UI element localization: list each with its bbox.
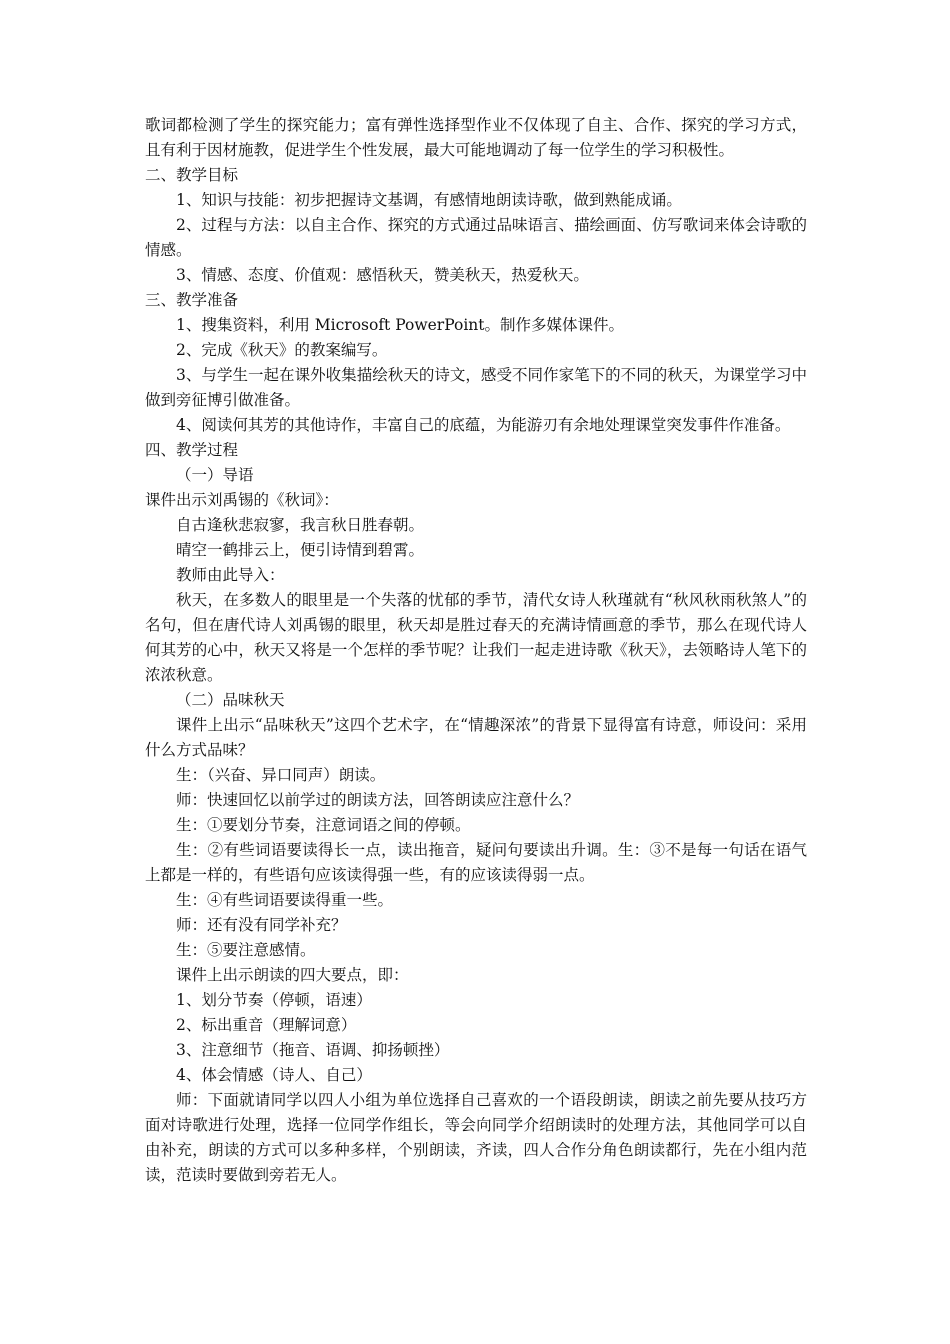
list-item: 2、标出重音（理解词意） bbox=[176, 1016, 357, 1034]
paragraph: 2、完成《秋天》的教案编写。 bbox=[176, 341, 388, 359]
section-heading: 三、教学准备 bbox=[145, 291, 239, 309]
paragraph: 4、阅读何其芳的其他诗作，丰富自己的底蕴，为能游刃有余地处理课堂突发事件作准备。 bbox=[176, 416, 791, 434]
paragraph: 歌词都检测了学生的探究能力；富有弹性选择型作业不仅体现了自主、合作、探究的学习方式，且有利于因材施教，促进学生个性发展，最大可能地调动了每一位学生的学习积极性。 bbox=[145, 116, 807, 159]
dialogue-line: 师：快速回忆以前学过的朗读方法，回答朗读应注意什么？ bbox=[176, 791, 580, 809]
paragraph: 课件上出示朗读的四大要点，即： bbox=[176, 966, 409, 984]
paragraph: 课件出示刘禹锡的《秋词》： bbox=[145, 491, 339, 509]
section-heading: 四、教学过程 bbox=[145, 441, 239, 459]
dialogue-line: 师：还有没有同学补充？ bbox=[176, 916, 347, 934]
dialogue-line: 生：（兴奋、异口同声）朗读。 bbox=[176, 766, 386, 784]
paragraph: 3、情感、态度、价值观：感悟秋天，赞美秋天，热爱秋天。 bbox=[176, 266, 589, 284]
dialogue-line: 生：①要划分节奏，注意词语之间的停顿。 bbox=[176, 816, 471, 834]
section-heading: 二、教学目标 bbox=[145, 166, 239, 184]
paragraph: 3、与学生一起在课外收集描绘秋天的诗文，感受不同作家笔下的不同的秋天，为课堂学习中做到旁征博引做准备。 bbox=[145, 366, 807, 409]
dialogue-line: 生：②有些词语要读得长一点，读出拖音，疑问句要读出升调。生：③不是每一句话在语气上都是一样的，有些语句应该读得强一些，有的应该读得弱一点。 bbox=[145, 841, 807, 884]
dialogue-line: 生：④有些词语要读得重一些。 bbox=[176, 891, 394, 909]
paragraph: 1、知识与技能：初步把握诗文基调，有感情地朗读诗歌，做到熟能成诵。 bbox=[176, 191, 682, 209]
paragraph: 课件上出示“品味秋天”这四个艺术字，在“情趣深浓”的背景下显得富有诗意，师设问：采用什么方式品味？ bbox=[145, 716, 807, 759]
paragraph: 1、搜集资料，利用 Microsoft PowerPoint。制作多媒体课件。 bbox=[176, 316, 625, 334]
paragraph: 师：下面就请同学以四人小组为单位选择自己喜欢的一个语段朗读，朗读之前先要从技巧方面对诗歌进行处理，选择一位同学作组长，等会向同学介绍朗读时的处理方法，其他同学可以自由补充，朗读的方式可以多种多样，个别朗读，齐读，四人合作分角色朗读都行，先在小组内范读，范读时要做到旁若无人。 bbox=[145, 1091, 807, 1184]
poem-line: 自古逢秋悲寂寥，我言秋日胜春朝。 bbox=[176, 516, 425, 534]
poem-line: 晴空一鹤排云上，便引诗情到碧霄。 bbox=[176, 541, 425, 559]
document-page bbox=[145, 113, 807, 1188]
list-item: 1、划分节奏（停顿，语速） bbox=[176, 991, 372, 1009]
dialogue-line: 生：⑤要注意感情。 bbox=[176, 941, 316, 959]
subsection-heading: （二）品味秋天 bbox=[176, 691, 285, 709]
paragraph: 教师由此导入： bbox=[176, 566, 285, 584]
paragraph: 秋天，在多数人的眼里是一个失落的忧郁的季节，清代女诗人秋瑾就有“秋风秋雨秋煞人”的名句，但在唐代诗人刘禹锡的眼里，秋天却是胜过春天的充满诗情画意的季节，那么在现代诗人何其芳的心中，秋天又将是一个怎样的季节呢？让我们一起走进诗歌《秋天》，去领略诗人笔下的浓浓秋意。 bbox=[145, 591, 807, 684]
list-item: 4、体会情感（诗人、自己） bbox=[176, 1066, 372, 1084]
paragraph: 2、过程与方法：以自主合作、探究的方式通过品味语言、描绘画面、仿写歌词来体会诗歌的情感。 bbox=[145, 216, 807, 259]
list-item: 3、注意细节（拖音、语调、抑扬顿挫） bbox=[176, 1041, 450, 1059]
subsection-heading: （一）导语 bbox=[176, 466, 254, 484]
